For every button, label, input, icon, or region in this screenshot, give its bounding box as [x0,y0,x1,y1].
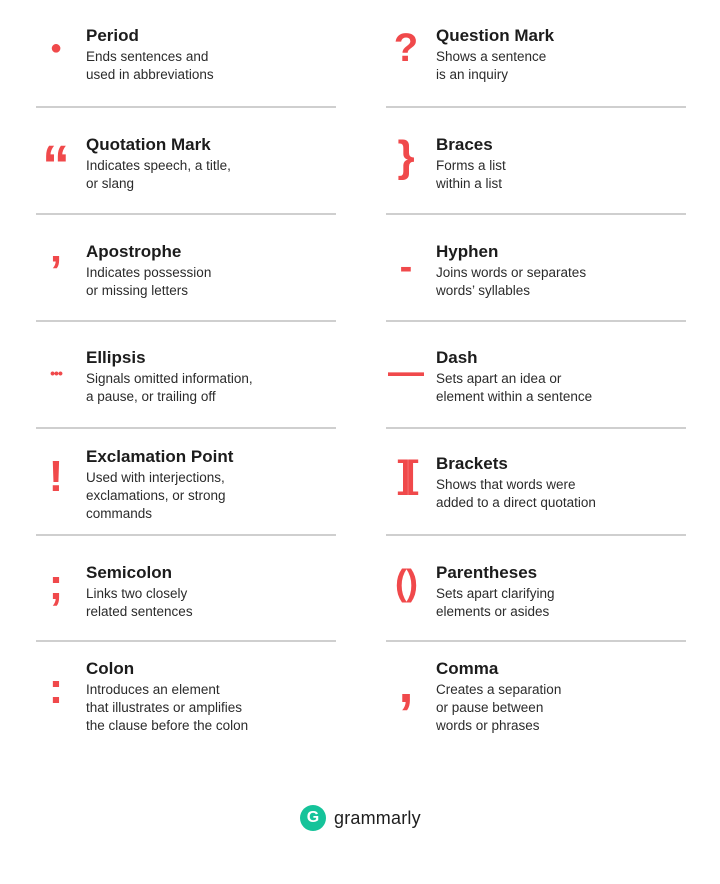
item-title: Semicolon [86,563,172,582]
item-title: Exclamation Point [86,447,234,466]
item-title: Brackets [436,454,508,473]
logo-text: grammarly [334,807,421,828]
item-description: Links two closely related sentences [86,586,193,619]
punctuation-item-question-mark [386,24,686,108]
ellipsis-icon: ••• [50,365,62,381]
comma-icon: , [398,654,414,714]
exclamation-point-icon: ! [48,452,64,501]
item-description: Indicates possession or missing letters [86,265,212,298]
item-title: Period [86,26,139,45]
item-description: Used with interjections, exclamations, or strong commands [86,470,226,521]
item-title: Comma [436,659,499,678]
divider [36,427,336,429]
item-description: Creates a separation or pause between words or phrases [436,682,562,733]
item-title: Dash [436,348,478,367]
item-description: Forms a list within a list [436,158,506,191]
hyphen-icon: - [399,246,413,288]
item-title: Parentheses [436,563,538,582]
item-title: Braces [436,135,493,154]
period-icon: ● [49,37,63,59]
divider [36,534,336,536]
question-mark-icon: ? [393,26,419,70]
divider [386,106,686,108]
divider [36,106,336,108]
braces-icon: } [397,132,415,181]
parentheses-icon: () [395,562,417,603]
item-description: Sets apart an idea or element within a sentence [436,371,593,404]
item-title: Ellipsis [86,348,146,367]
item-title: Hyphen [436,242,499,261]
brackets-icon: ][ [397,454,415,496]
item-description: Ends sentences and used in abbreviations [86,49,214,82]
colon-icon: : [48,664,64,713]
divider [386,213,686,215]
item-title: Apostrophe [86,242,182,261]
divider [386,640,686,642]
item-title: Question Mark [436,26,555,45]
item-description: Indicates speech, a title, or slang [86,158,231,191]
divider [386,320,686,322]
item-description: Sets apart clarifying elements or asides [436,586,555,619]
item-description: Introduces an element that illustrates or amplifies the clause before the colon [86,682,249,733]
grammarly-logo-icon [300,805,326,831]
item-title: Colon [86,659,135,678]
divider [36,320,336,322]
divider [36,640,336,642]
punctuation-item-period [36,24,336,108]
grammarly-logo [300,805,421,831]
item-description: Shows that words were added to a direct quotation [436,477,596,510]
dash-icon: — [388,351,424,392]
item-description: Shows a sentence is an inquiry [436,49,547,82]
quotation-mark-icon: “ [42,137,70,177]
item-title: Quotation Mark [86,135,211,154]
item-description: Joins words or separates words’ syllables [436,265,587,298]
divider [386,427,686,429]
item-description: Signals omitted information, a pause, or trailing off [86,371,253,404]
divider [386,534,686,536]
divider [36,213,336,215]
apostrophe-icon: ’ [49,247,63,296]
semicolon-icon: ; [48,560,64,609]
